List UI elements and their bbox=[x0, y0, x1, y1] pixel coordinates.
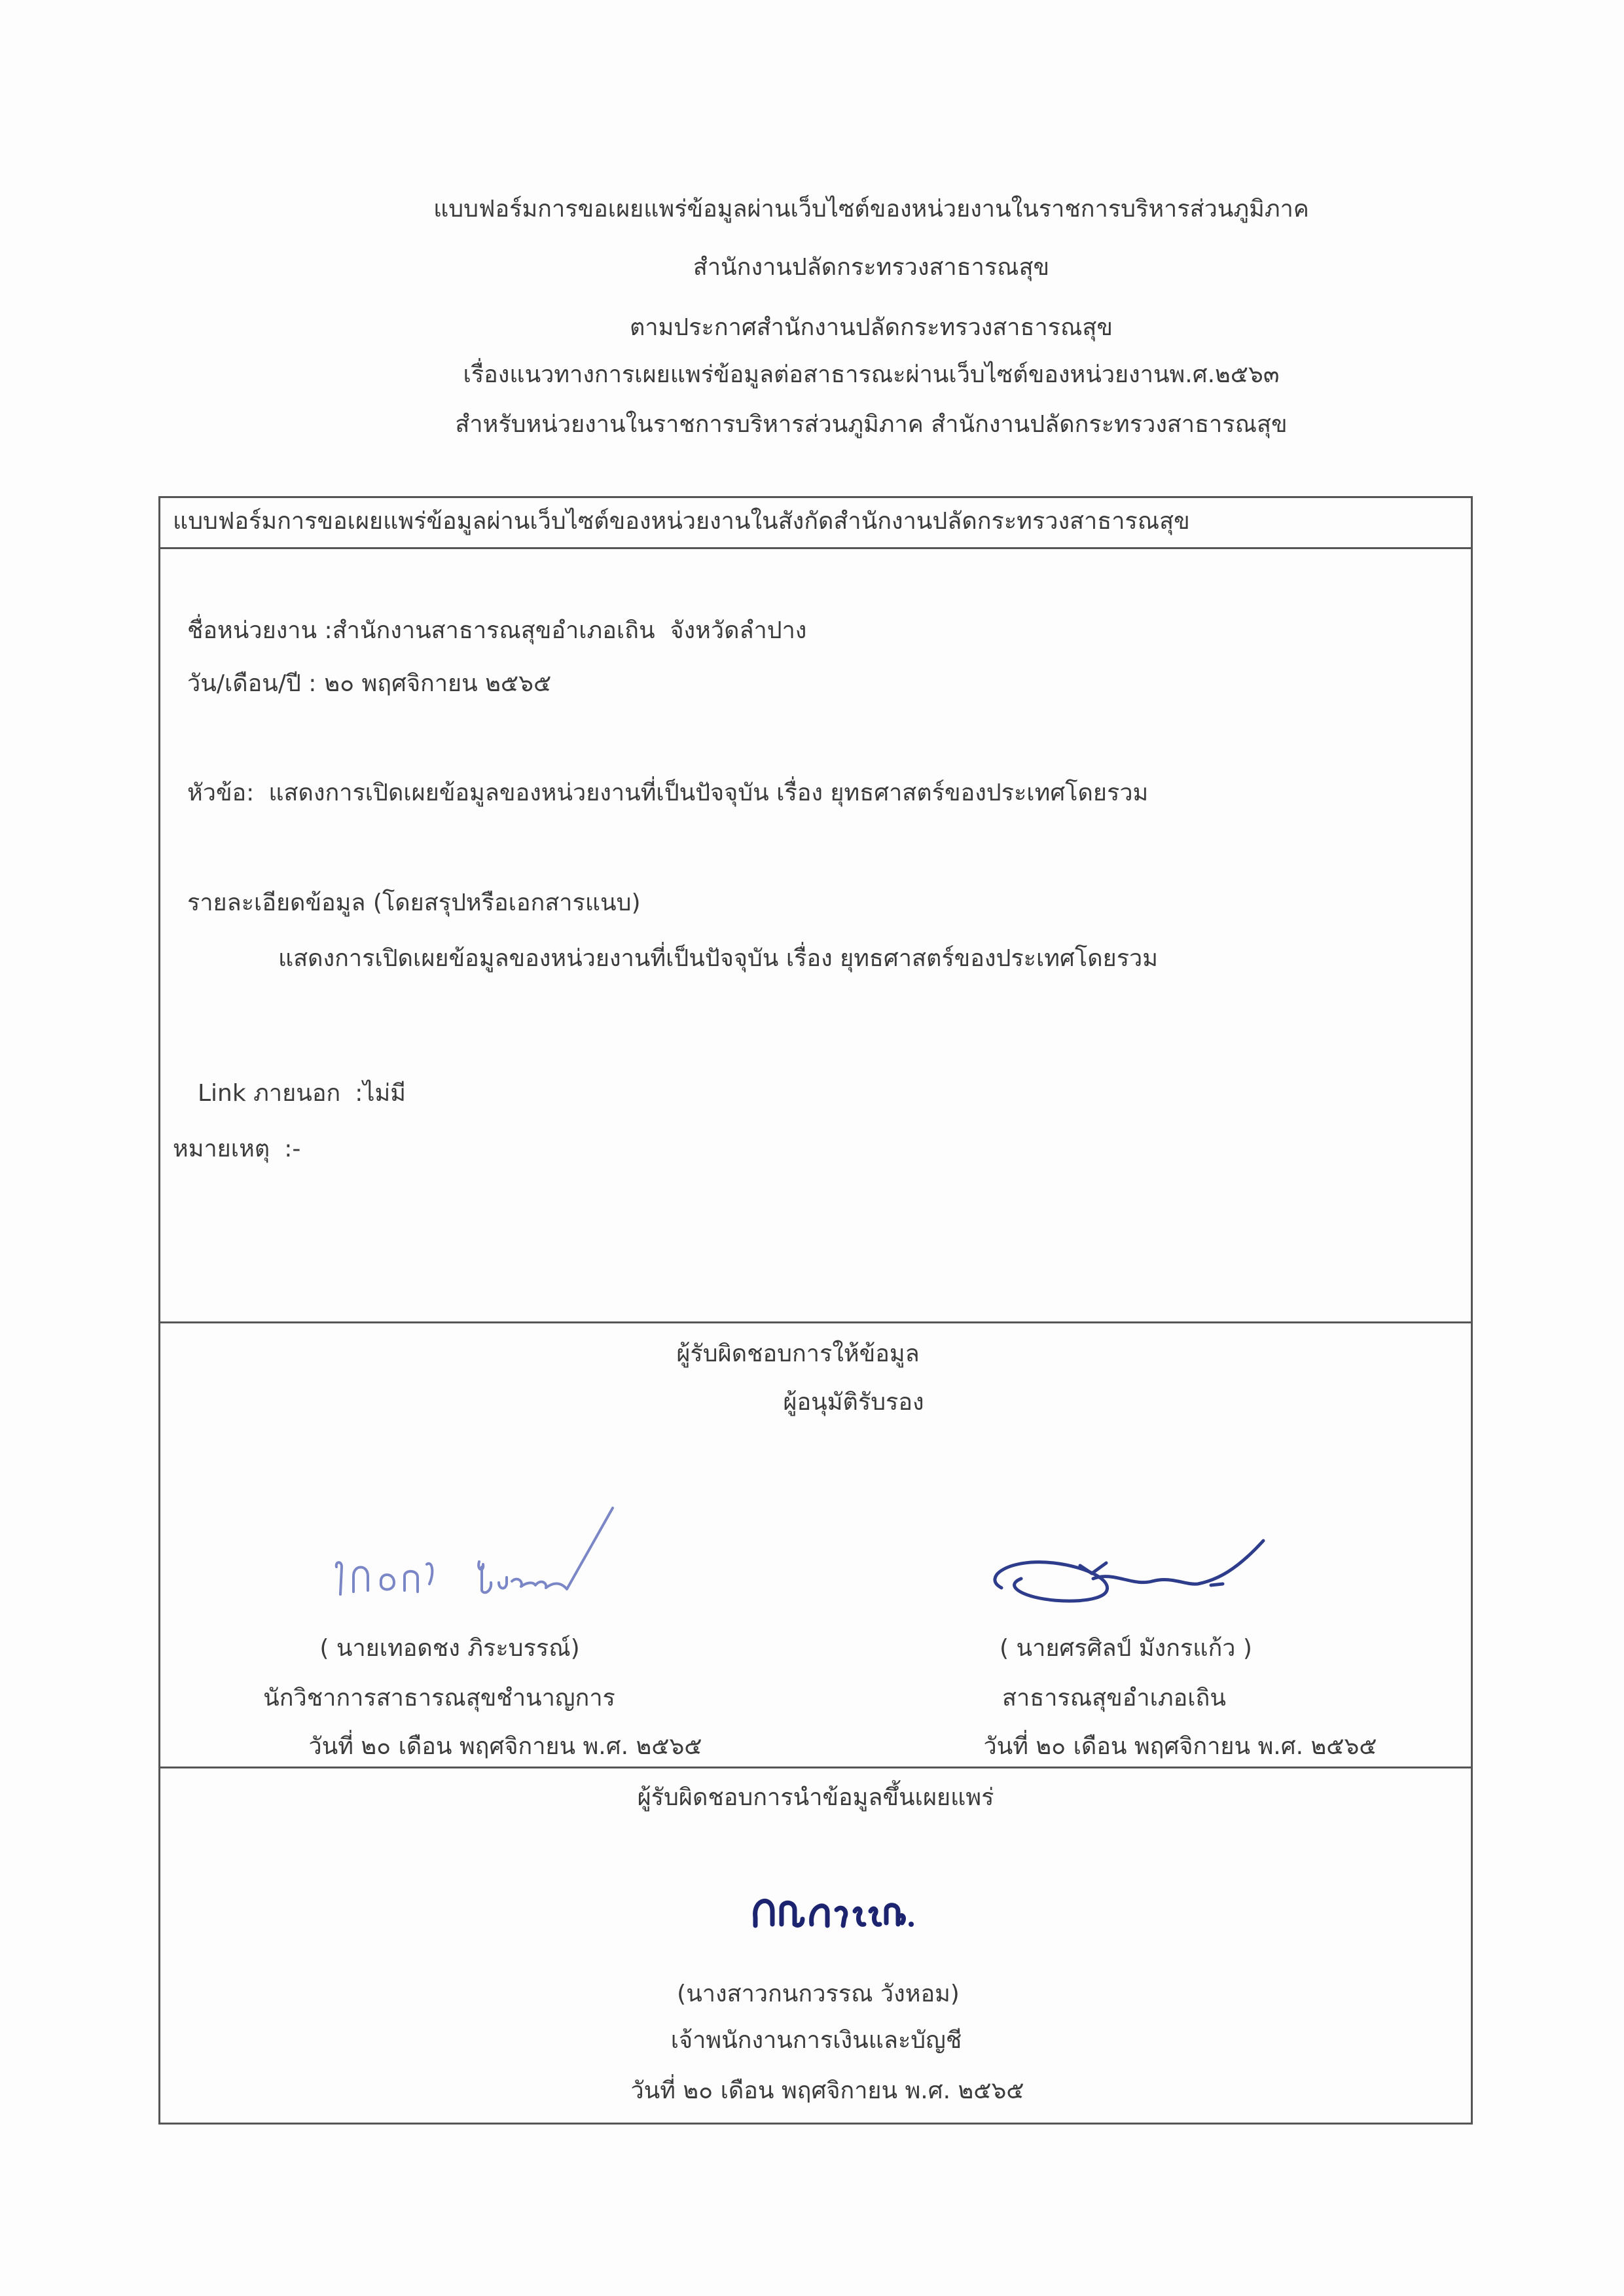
provider-date: วันที่ ๒๐ เดือน พฤศจิกายน พ.ศ. ๒๕๖๕ bbox=[308, 1733, 702, 1760]
publisher-name: (นางสาวกนกวรรณ วังหอม) bbox=[677, 1981, 960, 2007]
approver-position: สาธารณสุขอำเภอเถิน bbox=[1002, 1685, 1226, 1712]
external-link-value: :ไม่มี bbox=[355, 1080, 406, 1107]
table-divider-responsibility bbox=[158, 1321, 1473, 1323]
header-line-5: สำหรับหน่วยงานในราชการบริหารส่วนภูมิภาค สำนักงานปลัดกระทรวงสาธารณสุข bbox=[455, 411, 1288, 438]
note-row bbox=[173, 1133, 300, 1166]
header-line-1: แบบฟอร์มการขอเผยแพร่ข้อมูลผ่านเว็บไซต์ของหน่วยงานในราชการบริหารส่วนภูมิภาค bbox=[433, 196, 1309, 223]
publisher-date: วันที่ ๒๐ เดือน พฤศจิกายน พ.ศ. ๒๕๖๕ bbox=[630, 2077, 1024, 2104]
table-divider-publisher bbox=[158, 1767, 1473, 1768]
header-line-4: เรื่องแนวทางการเผยแพร่ข้อมูลต่อสาธารณะผ่านเว็บไซต์ของหน่วยงานพ.ศ.๒๕๖๓ bbox=[463, 361, 1280, 388]
external-link-row bbox=[198, 1077, 406, 1110]
table-divider-title bbox=[158, 547, 1473, 549]
provider-heading: ผู้รับผิดชอบการให้ข้อมูล bbox=[676, 1340, 920, 1367]
date-label: วัน/เดือน/ปี : bbox=[187, 670, 317, 697]
details-heading: รายละเอียดข้อมูล (โดยสรุปหรือเอกสารแนบ) bbox=[187, 889, 641, 916]
approver-signature bbox=[982, 1532, 1270, 1617]
approver-date: วันที่ ๒๐ เดือน พฤศจิกายน พ.ศ. ๒๕๖๕ bbox=[983, 1733, 1377, 1760]
date-row bbox=[187, 668, 551, 700]
approver-name: ( นายศรศิลป์ มังกรแก้ว ) bbox=[1000, 1635, 1252, 1662]
unit-name-row bbox=[187, 615, 806, 647]
topic-label: หัวข้อ: bbox=[187, 780, 255, 806]
provider-signature bbox=[327, 1499, 622, 1604]
note-label: หมายเหตุ bbox=[173, 1136, 270, 1162]
provider-position: นักวิชาการสาธารณสุขชำนาญการ bbox=[263, 1685, 615, 1712]
form-title: แบบฟอร์มการขอเผยแพร่ข้อมูลผ่านเว็บไซต์ของหน่วยงานในสังกัดสำนักงานปลัดกระทรวงสาธารณสุข bbox=[173, 508, 1190, 535]
topic-value: แสดงการเปิดเผยข้อมูลของหน่วยงานที่เป็นปัจจุบัน เรื่อง ยุทธศาสตร์ของประเทศโดยรวม bbox=[268, 780, 1149, 806]
external-link-label: Link ภายนอก bbox=[198, 1080, 341, 1107]
header-line-3: ตามประกาศสำนักงานปลัดกระทรวงสาธารณสุข bbox=[629, 314, 1113, 341]
publisher-signature bbox=[746, 1872, 916, 1937]
topic-row bbox=[187, 777, 1148, 810]
publisher-heading: ผู้รับผิดชอบการนำข้อมูลขึ้นเผยแพร่ bbox=[637, 1784, 994, 1811]
date-value: ๒๐ พฤศจิกายน ๒๕๖๕ bbox=[324, 670, 552, 697]
details-body: แสดงการเปิดเผยข้อมูลของหน่วยงานที่เป็นปัจจุบัน เรื่อง ยุทธศาสตร์ของประเทศโดยรวม bbox=[278, 945, 1158, 972]
unit-name-value: สำนักงานสาธารณสุขอำเภอเถิน จังหวัดลำปาง bbox=[332, 617, 807, 644]
publisher-position: เจ้าพนักงานการเงินและบัญชี bbox=[670, 2027, 962, 2054]
provider-name: ( นายเทอดชง ภิระบรรณ์) bbox=[319, 1635, 580, 1662]
header-line-2: สำนักงานปลัดกระทรวงสาธารณสุข bbox=[693, 254, 1050, 281]
unit-name-label: ชื่อหน่วยงาน : bbox=[187, 617, 333, 644]
approver-heading: ผู้อนุมัติรับรอง bbox=[783, 1389, 924, 1416]
note-value: :- bbox=[284, 1136, 301, 1162]
